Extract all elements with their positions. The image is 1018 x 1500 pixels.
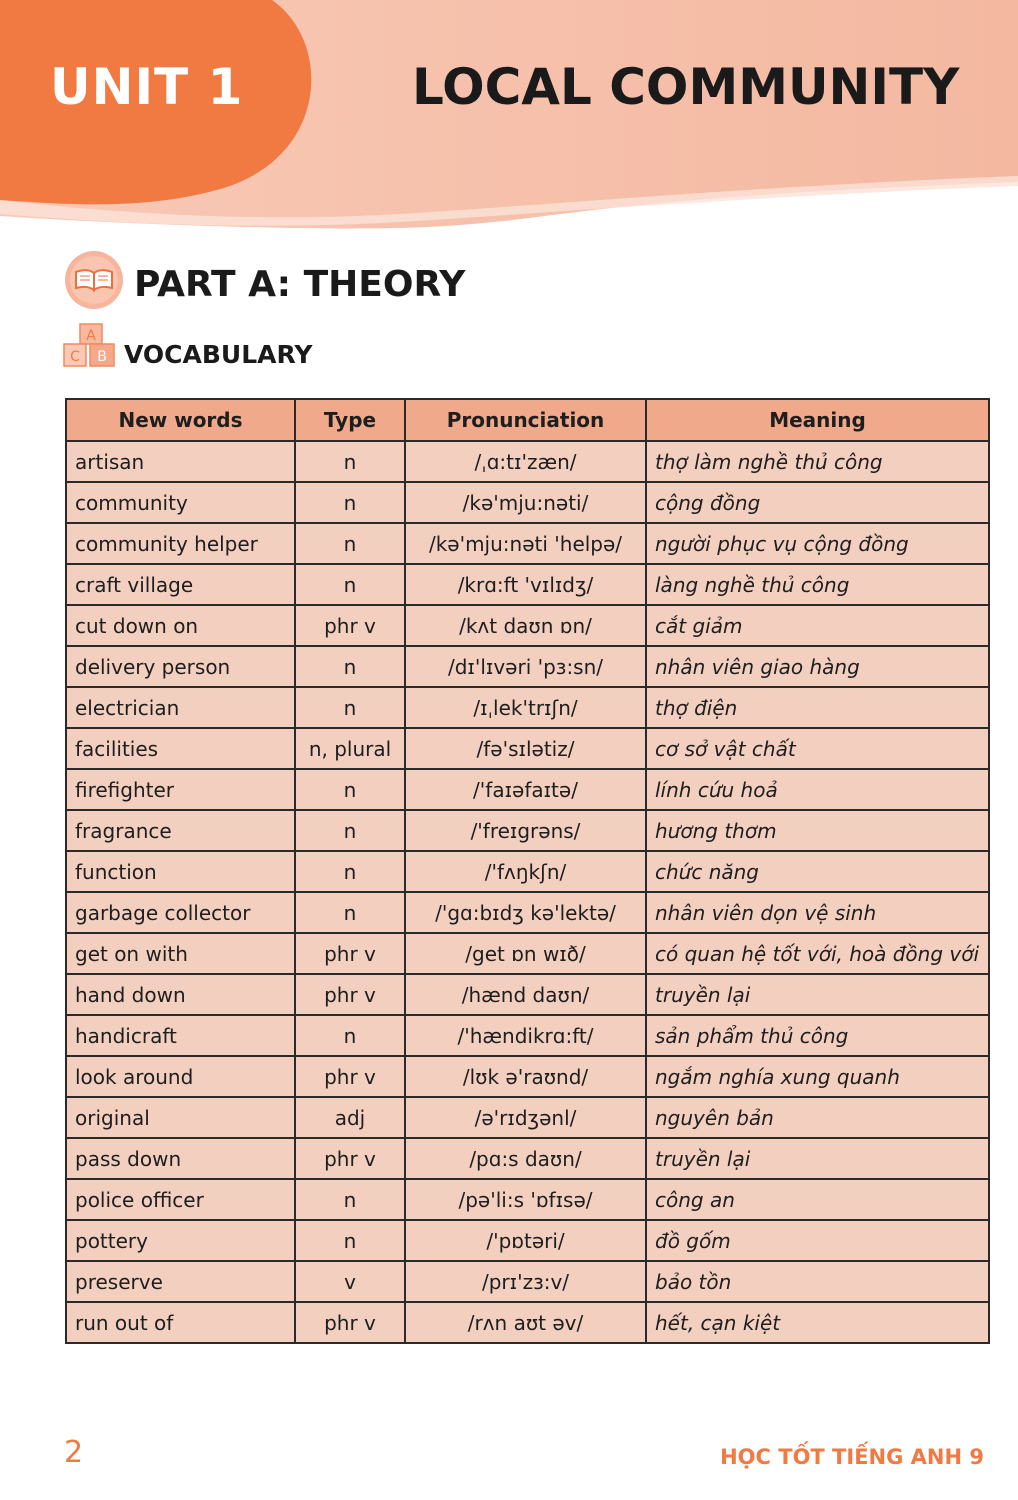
cell-meaning: hết, cạn kiệt <box>646 1302 989 1343</box>
vocabulary-title: VOCABULARY <box>124 340 313 369</box>
svg-text:A: A <box>86 328 96 344</box>
cell-pronunciation: /fə'sɪlətiz/ <box>405 728 646 769</box>
cell-meaning: đồ gốm <box>646 1220 989 1261</box>
table-row <box>66 482 989 523</box>
unit-title: LOCAL COMMUNITY <box>412 58 960 116</box>
header-meaning: Meaning <box>646 399 989 441</box>
cell-word: electrician <box>66 687 295 728</box>
cell-type: n <box>295 851 405 892</box>
cell-word: run out of <box>66 1302 295 1343</box>
cell-type: phr v <box>295 933 405 974</box>
cell-type: n <box>295 646 405 687</box>
cell-word: facilities <box>66 728 295 769</box>
cell-type: n <box>295 523 405 564</box>
cell-pronunciation: /'fʌŋkʃn/ <box>405 851 646 892</box>
cell-meaning: truyền lại <box>646 974 989 1015</box>
cell-meaning: ngắm nghía xung quanh <box>646 1056 989 1097</box>
table-row <box>66 851 989 892</box>
cell-word: craft village <box>66 564 295 605</box>
cell-type: n <box>295 441 405 482</box>
header-new-words: New words <box>66 399 295 441</box>
cell-pronunciation: /ə'rɪdʒənl/ <box>405 1097 646 1138</box>
cell-pronunciation: /ˌɑ:tɪ'zæn/ <box>405 441 646 482</box>
table-row <box>66 564 989 605</box>
cell-meaning: nhân viên giao hàng <box>646 646 989 687</box>
svg-text:C: C <box>70 349 80 365</box>
cell-type: phr v <box>295 1302 405 1343</box>
unit-label: UNIT 1 <box>50 58 244 116</box>
cell-type: phr v <box>295 1138 405 1179</box>
cell-type: n <box>295 482 405 523</box>
abc-blocks-icon <box>62 322 120 368</box>
cell-word: look around <box>66 1056 295 1097</box>
cell-word: pass down <box>66 1138 295 1179</box>
cell-pronunciation: /'pɒtəri/ <box>405 1220 646 1261</box>
table-row <box>66 1097 989 1138</box>
table-row <box>66 1302 989 1343</box>
cell-type: n <box>295 810 405 851</box>
cell-word: artisan <box>66 441 295 482</box>
book-icon <box>64 250 124 310</box>
header-banner <box>0 0 1018 240</box>
cell-type: n <box>295 1179 405 1220</box>
cell-word: get on with <box>66 933 295 974</box>
cell-type: n <box>295 687 405 728</box>
cell-type: n, plural <box>295 728 405 769</box>
cell-word: handicraft <box>66 1015 295 1056</box>
cell-type: n <box>295 1015 405 1056</box>
cell-meaning: cộng đồng <box>646 482 989 523</box>
table-row <box>66 892 989 933</box>
cell-meaning: nguyên bản <box>646 1097 989 1138</box>
table-row <box>66 1015 989 1056</box>
table-row <box>66 1220 989 1261</box>
cell-type: n <box>295 769 405 810</box>
cell-pronunciation: /'freɪgrəns/ <box>405 810 646 851</box>
header-type: Type <box>295 399 405 441</box>
cell-meaning: thợ điện <box>646 687 989 728</box>
cell-type: phr v <box>295 974 405 1015</box>
cell-pronunciation: /rʌn aʊt əv/ <box>405 1302 646 1343</box>
table-row <box>66 769 989 810</box>
cell-type: v <box>295 1261 405 1302</box>
cell-pronunciation: /dɪ'lɪvəri 'pɜ:sn/ <box>405 646 646 687</box>
cell-word: firefighter <box>66 769 295 810</box>
cell-type: n <box>295 1220 405 1261</box>
cell-word: community <box>66 482 295 523</box>
svg-text:B: B <box>97 349 107 365</box>
part-title: PART A: THEORY <box>134 264 466 305</box>
cell-word: cut down on <box>66 605 295 646</box>
cell-meaning: chức năng <box>646 851 989 892</box>
cell-type: adj <box>295 1097 405 1138</box>
table-row <box>66 1261 989 1302</box>
table-row <box>66 687 989 728</box>
cell-pronunciation: /prɪ'zɜ:v/ <box>405 1261 646 1302</box>
cell-pronunciation: /get ɒn wɪð/ <box>405 933 646 974</box>
cell-meaning: bảo tồn <box>646 1261 989 1302</box>
cell-type: n <box>295 892 405 933</box>
cell-meaning: có quan hệ tốt với, hoà đồng với <box>646 933 989 974</box>
cell-meaning: hương thơm <box>646 810 989 851</box>
cell-meaning: cắt giảm <box>646 605 989 646</box>
table-header-row <box>66 399 989 441</box>
cell-pronunciation: /pɑ:s daʊn/ <box>405 1138 646 1179</box>
cell-pronunciation: /ɪˌlek'trɪʃn/ <box>405 687 646 728</box>
table-row <box>66 728 989 769</box>
table-row <box>66 1179 989 1220</box>
cell-word: pottery <box>66 1220 295 1261</box>
cell-pronunciation: /kə'mju:nəti/ <box>405 482 646 523</box>
book-title: HỌC TỐT TIẾNG ANH 9 <box>720 1445 984 1469</box>
header-pronunciation: Pronunciation <box>405 399 646 441</box>
table-row <box>66 1056 989 1097</box>
cell-word: hand down <box>66 974 295 1015</box>
page-number: 2 <box>64 1435 84 1470</box>
cell-word: community helper <box>66 523 295 564</box>
cell-meaning: thợ làm nghề thủ công <box>646 441 989 482</box>
cell-pronunciation: /pə'li:s 'ɒfɪsə/ <box>405 1179 646 1220</box>
cell-pronunciation: /'faɪəfaɪtə/ <box>405 769 646 810</box>
cell-meaning: công an <box>646 1179 989 1220</box>
cell-word: original <box>66 1097 295 1138</box>
cell-pronunciation: /'hændikrɑ:ft/ <box>405 1015 646 1056</box>
cell-meaning: sản phẩm thủ công <box>646 1015 989 1056</box>
cell-pronunciation: /hænd daʊn/ <box>405 974 646 1015</box>
cell-pronunciation: /krɑ:ft 'vɪlɪdʒ/ <box>405 564 646 605</box>
cell-word: garbage collector <box>66 892 295 933</box>
cell-type: n <box>295 564 405 605</box>
table-row <box>66 933 989 974</box>
cell-word: police officer <box>66 1179 295 1220</box>
cell-word: delivery person <box>66 646 295 687</box>
cell-meaning: làng nghề thủ công <box>646 564 989 605</box>
cell-pronunciation: /kə'mju:nəti 'helpə/ <box>405 523 646 564</box>
table-row <box>66 810 989 851</box>
cell-meaning: truyền lại <box>646 1138 989 1179</box>
cell-word: function <box>66 851 295 892</box>
table-row <box>66 523 989 564</box>
table-row <box>66 646 989 687</box>
cell-type: phr v <box>295 605 405 646</box>
cell-meaning: người phục vụ cộng đồng <box>646 523 989 564</box>
cell-pronunciation: /kʌt daʊn ɒn/ <box>405 605 646 646</box>
cell-meaning: lính cứu hoả <box>646 769 989 810</box>
cell-pronunciation: /'gɑ:bɪdʒ kə'lektə/ <box>405 892 646 933</box>
table-row <box>66 1138 989 1179</box>
table-row <box>66 974 989 1015</box>
table-row <box>66 441 989 482</box>
cell-pronunciation: /lʊk ə'raʊnd/ <box>405 1056 646 1097</box>
cell-type: phr v <box>295 1056 405 1097</box>
table-row <box>66 605 989 646</box>
table-body <box>66 441 989 1343</box>
vocabulary-table <box>65 398 990 1344</box>
cell-word: preserve <box>66 1261 295 1302</box>
cell-meaning: nhân viên dọn vệ sinh <box>646 892 989 933</box>
cell-word: fragrance <box>66 810 295 851</box>
cell-meaning: cơ sở vật chất <box>646 728 989 769</box>
